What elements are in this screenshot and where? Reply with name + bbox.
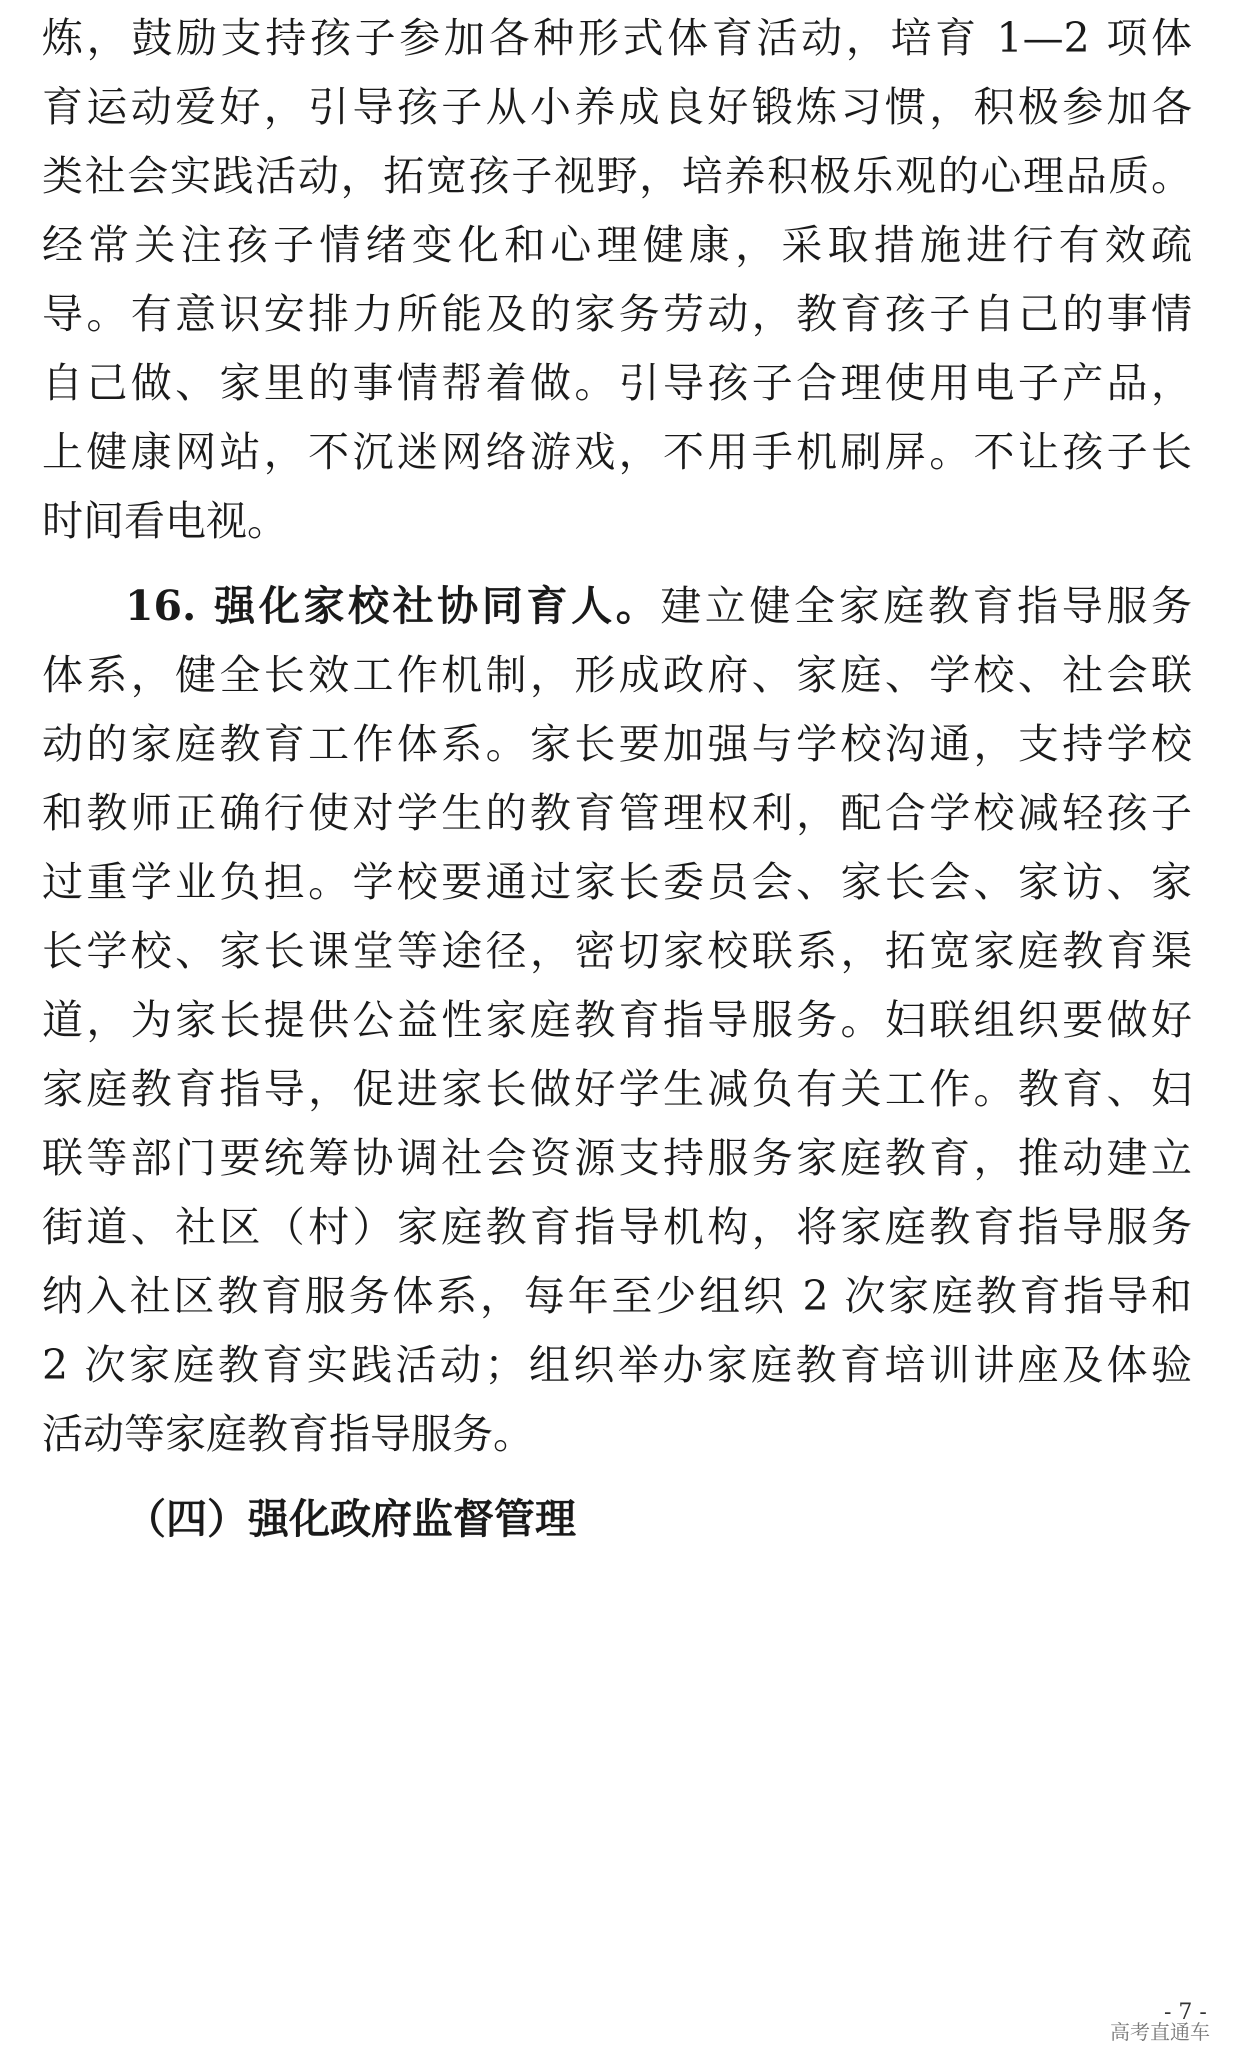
- text-line: 动的家庭教育工作体系。家长要加强与学校沟通，支持学校: [42, 720, 1192, 768]
- text-line: 和教师正确行使对学生的教育管理权利，配合学校减轻孩子: [42, 789, 1192, 837]
- text-line: 过重学业负担。学校要通过家长委员会、家长会、家访、家: [42, 858, 1192, 906]
- text-line: 纳入社区教育服务体系，每年至少组织 2 次家庭教育指导和: [42, 1272, 1192, 1320]
- text-line: 道，为家长提供公益性家庭教育指导服务。妇联组织要做好: [42, 996, 1192, 1044]
- page-number: - 7 -: [1164, 2000, 1207, 2025]
- text-line: 2 次家庭教育实践活动；组织举办家庭教育培训讲座及体验: [42, 1341, 1192, 1389]
- text-line: 类社会实践活动，拓宽孩子视野，培养积极乐观的心理品质。: [42, 152, 1192, 200]
- watermark-text: 高考直通车: [1110, 2020, 1210, 2044]
- text-line: 家庭教育指导，促进家长做好学生减负有关工作。教育、妇: [42, 1065, 1192, 1113]
- text-line: 导。有意识安排力所能及的家务劳动，教育孩子自己的事情: [42, 290, 1192, 338]
- lead-text: 建立健全家庭教育指导服务: [660, 582, 1193, 630]
- paragraph-lead-line: [125, 576, 1192, 636]
- text-line: 上健康网站，不沉迷网络游戏，不用手机刷屏。不让孩子长: [42, 428, 1192, 476]
- section-heading: （四）强化政府监督管理: [125, 1495, 576, 1543]
- text-line: 自己做、家里的事情帮着做。引导孩子合理使用电子产品，: [42, 359, 1192, 407]
- text-line: 育运动爱好，引导孩子从小养成良好锻炼习惯，积极参加各: [42, 83, 1192, 131]
- item-heading: 16. 强化家校社协同育人。: [125, 582, 661, 630]
- text-line: 联等部门要统筹协调社会资源支持服务家庭教育，推动建立: [42, 1134, 1192, 1182]
- text-line: 经常关注孩子情绪变化和心理健康，采取措施进行有效疏: [42, 221, 1192, 269]
- text-line: 体系，健全长效工作机制，形成政府、家庭、学校、社会联: [42, 651, 1192, 699]
- text-line: 炼，鼓励支持孩子参加各种形式体育活动，培育 1—2 项体: [42, 14, 1192, 62]
- text-line: 长学校、家长课堂等途径，密切家校联系，拓宽家庭教育渠: [42, 927, 1192, 975]
- text-line: 街道、社区（村）家庭教育指导机构，将家庭教育指导服务: [42, 1203, 1192, 1251]
- text-line: 时间看电视。: [42, 497, 288, 545]
- text-line: 活动等家庭教育指导服务。: [42, 1410, 534, 1458]
